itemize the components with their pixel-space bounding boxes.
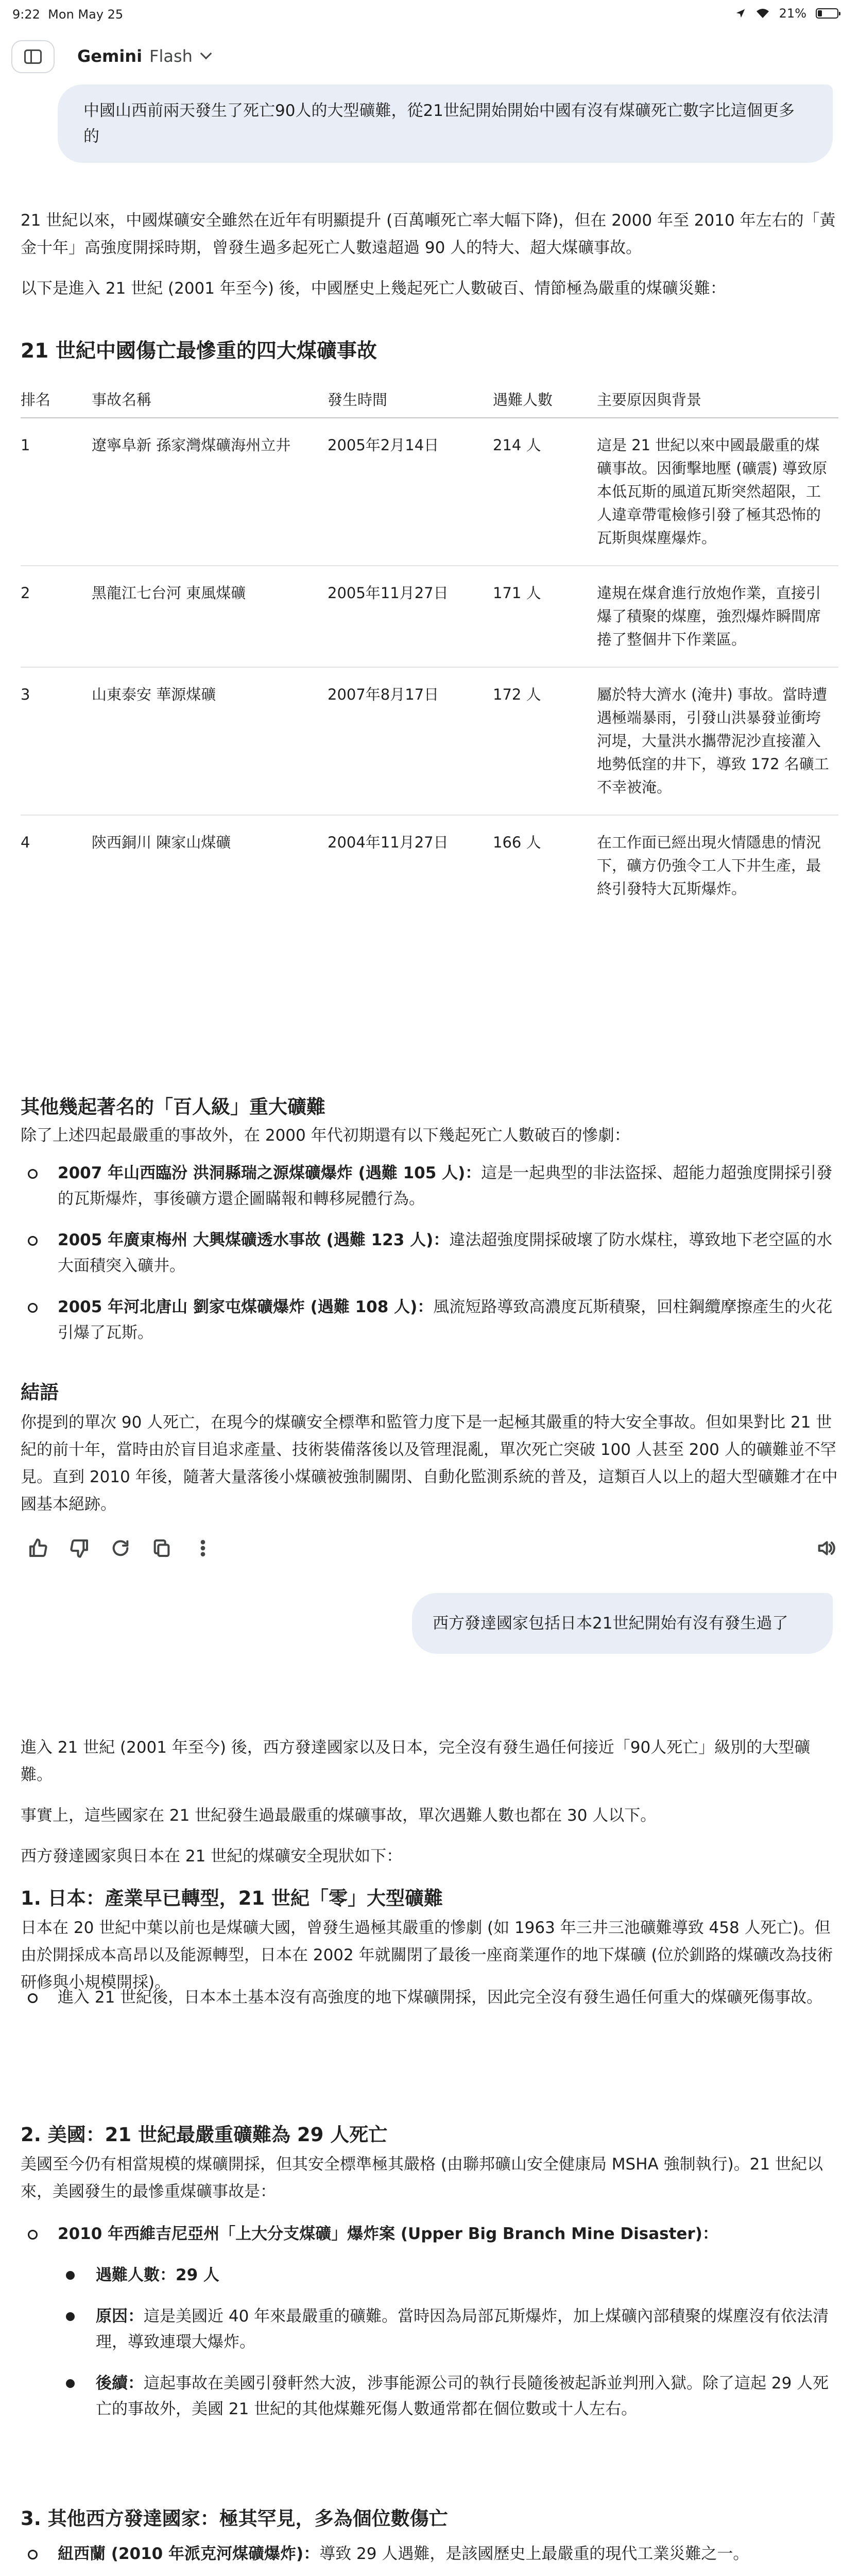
status-indicators <box>735 6 838 21</box>
cell-deaths: 214 人 <box>493 436 541 454</box>
other-countries-list <box>21 2541 838 2576</box>
list-item-body: 這是美國近 40 年來最嚴重的礦難。當時因為局部瓦斯爆炸，加上煤礦內部積聚的煤塵沒有依法清理，導致連環大爆炸。 <box>96 2307 829 2351</box>
battery-percent: 21% <box>779 6 806 21</box>
answer-paragraph-text: 除了上述四起最嚴重的事故外，在 2000 年代初期還有以下幾起死亡人數破百的慘劇： <box>21 1126 630 1145</box>
chevron-down-icon <box>200 48 212 60</box>
cell-cause: 在工作面已經出現火情隱患的情況下，礦方仍強令工人下井生產，最終引發特大瓦斯爆炸。 <box>597 834 821 897</box>
top-bar <box>0 29 859 86</box>
table-row <box>21 418 838 566</box>
disaster-list <box>21 1160 838 1361</box>
answer-intro <box>21 207 838 302</box>
cell-rank: 2 <box>21 584 30 602</box>
list-item-head: 2005 年河北唐山 劉家屯煤礦爆炸 (遇難 108 人)： <box>58 1298 434 1316</box>
cell-name: 陝西銅川 陳家山煤礦 <box>92 834 231 851</box>
regenerate-icon <box>110 1538 131 1558</box>
clock-date: Mon May 25 <box>48 7 124 22</box>
list-item <box>21 1294 838 1346</box>
cell-date: 2005年2月14日 <box>328 436 439 454</box>
cell-date: 2005年11月27日 <box>328 584 449 602</box>
list-item-body: 導致 29 人遇難，是該國歷史上最嚴重的現代工業災難之一。 <box>319 2545 749 2563</box>
more-vertical-icon <box>193 1538 213 1558</box>
cell-rank: 1 <box>21 436 30 454</box>
list-subitem <box>21 2370 838 2422</box>
table-row <box>21 668 838 816</box>
cell-deaths: 166 人 <box>493 834 541 851</box>
japan-list <box>21 1985 838 2026</box>
read-aloud-icon <box>816 1538 836 1558</box>
model-selector[interactable] <box>77 46 210 66</box>
status-bar <box>0 0 859 28</box>
list-item-head: 後續： <box>96 2374 144 2393</box>
list-item-body: 這是一起典型的非法盜採、超能力超強度開採引發的瓦斯爆炸，事後礦方還企圖瞞報和轉移屍體行為。 <box>58 1164 833 1208</box>
cell-name: 遼寧阜新 孫家灣煤礦海州立井 <box>92 436 291 454</box>
more-options-button[interactable] <box>191 1536 215 1561</box>
table-header-cell: 遇難人數 <box>493 391 553 409</box>
cell-cause: 這是 21 世紀以來中國最嚴重的煤礦事故。因衝擊地壓 (礦震) 導致原本低瓦斯的風道瓦斯突然超限，工人違章帶電檢修引發了極其恐怖的瓦斯與煤塵爆炸。 <box>597 436 828 547</box>
model-tier: Flash <box>149 46 193 66</box>
list-item-body: 風流短路導致高濃度瓦斯積聚，回柱鋼纜摩擦產生的火花引爆了瓦斯。 <box>58 1298 833 1342</box>
answer-paragraph: 21 世紀以來，中國煤礦安全雖然在近年有明顯提升 (百萬噸死亡率大幅下降)，但在 2000 年至 2010 年左右的「黃金十年」高強度開採時期，曾發生過多起死亡人數遠超過 90 人的特大、超大煤礦事故。 <box>21 211 836 257</box>
section-heading: 1. 日本：產業早已轉型，21 世紀「零」大型礦難 <box>21 1887 443 1909</box>
sidebar-toggle-button[interactable] <box>11 40 55 73</box>
list-item-head: 紐西蘭 (2010 年派克河煤礦爆炸)： <box>58 2545 320 2563</box>
answer-paragraph: 進入 21 世紀 (2001 年至今) 後，西方發達國家以及日本，完全沒有發生過任何接近「90人死亡」級別的大型礦難。 <box>21 1738 811 1784</box>
clock-time: 9:22 <box>12 7 40 22</box>
cell-rank: 4 <box>21 834 30 851</box>
table-title: 21 世紀中國傷亡最慘重的四大煤礦事故 <box>21 340 377 363</box>
cell-deaths: 171 人 <box>493 584 541 602</box>
thumbs-up-button[interactable] <box>26 1536 50 1561</box>
list-item <box>21 1985 838 2010</box>
accident-table <box>21 380 838 916</box>
wifi-icon <box>755 8 770 19</box>
list-item-head: 2005 年廣東梅州 大興煤礦透水事故 (遇難 123 人)： <box>58 1231 450 1249</box>
answer-paragraph: 西方發達國家與日本在 21 世紀的煤礦安全現狀如下： <box>21 1847 403 1866</box>
cell-deaths: 172 人 <box>493 686 541 703</box>
location-icon <box>735 8 746 19</box>
thumbs-down-icon <box>69 1538 90 1558</box>
answer-intro <box>21 1734 838 1870</box>
status-time <box>12 7 123 22</box>
battery-fill <box>818 10 822 16</box>
user-message-text: 中國山西前兩天發生了死亡90人的大型礦難，從21世紀開始開始中國有沒有煤礦死亡數字比這個更多的 <box>83 101 795 146</box>
list-item <box>21 2221 838 2247</box>
list-item-body: 違法超強度開採破壞了防水煤柱，導致地下老空區的水大面積突入礦井。 <box>58 1231 833 1275</box>
list-item-head: 原因： <box>96 2307 144 2326</box>
response-actions <box>21 1533 838 1564</box>
answer-paragraph: 以下是進入 21 世紀 (2001 年至今) 後，中國歷史上幾起死亡人數破百、情節極為嚴重的煤礦災難： <box>21 279 726 298</box>
list-item-head: 2010 年西維吉尼亞州「上大分支煤礦」爆炸案 (Upper Big Branch Mine Disaster)： <box>58 2225 718 2243</box>
section-heading: 結語 <box>21 1381 59 1403</box>
user-message <box>58 84 833 163</box>
thumbs-up-icon <box>28 1538 48 1558</box>
answer-paragraph-text: 日本在 20 世紀中葉以前也是煤礦大國，曾發生過極其嚴重的慘劇 (如 1963 年三井三池礦難導致 458 人死亡)。但由於開採成本高昂以及能源轉型，日本在 2002 年就關閉了最後一座商業運作的地下煤礦 (位於釧路的煤礦改為技術研修與小規模開採)。 <box>21 1919 833 1992</box>
list-item-body: 這起事故在美國引發軒然大波，涉事能源公司的執行長隨後被起訴並判刑入獄。除了這起 29 人死亡的事故外，美國 21 世紀的其他煤難死傷人數通常都在個位數或十人左右。 <box>96 2374 829 2418</box>
read-aloud-button[interactable] <box>814 1536 838 1561</box>
answer-paragraph: 事實上，這些國家在 21 世紀發生過最嚴重的煤礦事故，單次遇難人數也都在 30 人以下。 <box>21 1806 657 1825</box>
list-item <box>21 1227 838 1279</box>
list-item-head: 遇難人數：29 人 <box>96 2266 219 2284</box>
cell-cause: 屬於特大濟水 (淹井) 事故。當時遭遇極端暴雨，引發山洪暴發並衝垮河堤，大量洪水攜帶泥沙直接灌入地勢低窪的井下，導致 172 名礦工不幸被淹。 <box>597 686 829 796</box>
cell-date: 2004年11月27日 <box>328 834 449 851</box>
sidebar-icon <box>24 49 42 64</box>
us-list <box>21 2221 838 2437</box>
table-header-row <box>21 380 838 418</box>
copy-icon <box>151 1538 172 1558</box>
battery-icon <box>816 8 838 19</box>
table-header-cell: 主要原因與背景 <box>597 391 702 409</box>
thumbs-down-button[interactable] <box>67 1536 92 1561</box>
answer-paragraph <box>21 2151 838 2206</box>
user-message-text: 西方發達國家包括日本21世紀開始有沒有發生過了 <box>433 1614 788 1633</box>
conclusion-text: 你提到的單次 90 人死亡，在現今的煤礦安全標準和監管力度下是一起極其嚴重的特大安全事故。但如果對比 21 世紀的前十年，當時由於盲目追求產量、技術裝備落後以及管理混亂，單次死亡突破 100 人甚至 200 人的礦難並不罕見。直到 2010 年後，隨著大量落後小煤礦被強制關閉、自動化監測系統的普及，這類百人以上的超大型礦難才在中國基本絕跡。 <box>21 1413 838 1514</box>
table-header-cell: 事故名稱 <box>92 391 152 409</box>
answer-paragraph-text: 美國至今仍有相當規模的煤礦開採，但其安全標準極其嚴格 (由聯邦礦山安全健康局 MSHA 強制執行)。21 世紀以來，美國發生的最慘重煤礦事故是： <box>21 2155 823 2201</box>
cell-name: 山東泰安 華源煤礦 <box>92 686 216 703</box>
list-subitem <box>21 2262 838 2288</box>
list-subitem <box>21 2303 838 2355</box>
list-item <box>21 2541 838 2567</box>
list-item-head: 2007 年山西臨汾 洪洞縣瑞之源煤礦爆炸 (遇難 105 人)： <box>58 1164 482 1182</box>
regenerate-button[interactable] <box>108 1536 133 1561</box>
table-row <box>21 566 838 668</box>
cell-rank: 3 <box>21 686 30 703</box>
table-header-cell: 排名 <box>21 391 51 409</box>
list-item-body: 進入 21 世紀後，日本本土基本沒有高強度的地下煤礦開採，因此完全沒有發生過任何重大的煤礦死傷事故。 <box>58 1988 823 2007</box>
cell-cause: 違規在煤倉進行放炮作業，直接引爆了積聚的煤塵，強烈爆炸瞬間席捲了整個井下作業區。 <box>597 584 821 648</box>
table-row <box>21 816 838 916</box>
user-message <box>412 1593 833 1654</box>
cell-name: 黑龍江七台河 東風煤礦 <box>92 584 246 602</box>
model-name: Gemini <box>77 46 143 66</box>
section-heading: 2. 美國：21 世紀最嚴重礦難為 29 人死亡 <box>21 2124 388 2146</box>
conclusion <box>21 1409 838 1518</box>
section-heading: 3. 其他西方發達國家：極其罕見，多為個位數傷亡 <box>21 2507 448 2530</box>
copy-button[interactable] <box>149 1536 174 1561</box>
answer-paragraph <box>21 1122 838 1149</box>
section-heading: 其他幾起著名的「百人級」重大礦難 <box>21 1096 325 1118</box>
list-item <box>21 1160 838 1212</box>
table-header-cell: 發生時間 <box>328 391 388 409</box>
cell-date: 2007年8月17日 <box>328 686 439 703</box>
